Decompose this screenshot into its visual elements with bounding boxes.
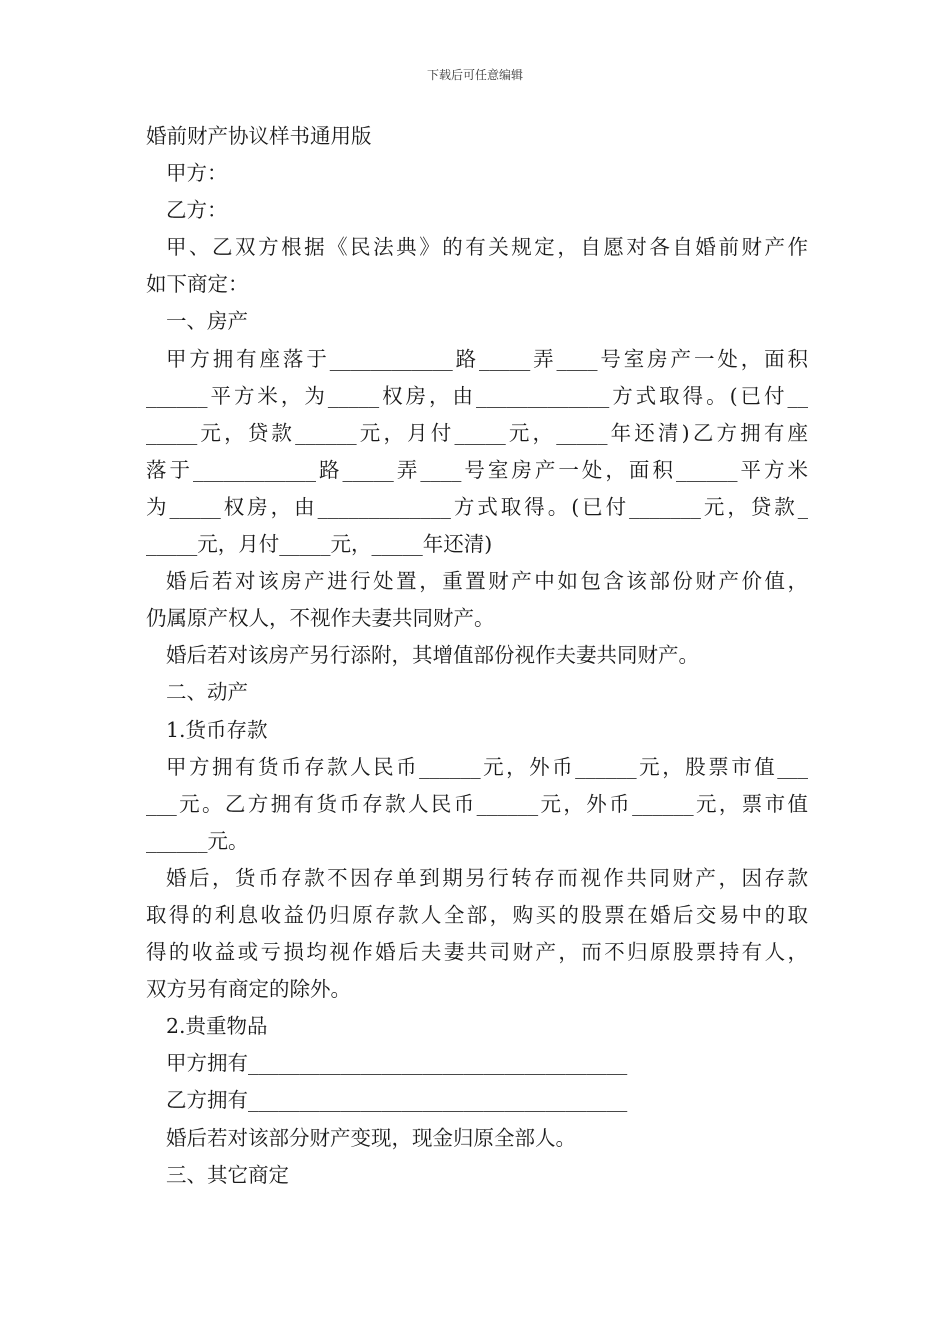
text-line: 婚后若对该房产进行处置，重置财产中如包含该部份财产价值， [166, 569, 808, 594]
text-line: 得的收益或亏损均视作婚后夫妻共司财产，而不归原股票持有人， [146, 940, 808, 965]
text-line: 1.货币存款 [166, 717, 268, 742]
text-line: 一、房产 [166, 309, 248, 334]
text-line: ___元。乙方拥有货币存款人民币______元，外币______元，票市值 [146, 791, 808, 816]
text-line: _____元，月付_____元，_____年还清) [146, 532, 493, 557]
text-line: 二、动产 [166, 680, 248, 705]
text-line: 甲、乙双方根据《民法典》的有关规定，自愿对各自婚前财产作 [166, 235, 808, 260]
text-line: 三、其它商定 [166, 1162, 289, 1187]
text-line: ______元。 [146, 828, 249, 853]
text-line: 双方另有商定的除外。 [146, 977, 351, 1002]
text-line: 婚后，货币存款不因存单到期另行转存而视作共同财产，因存款 [166, 865, 808, 890]
text-line: 婚后若对该房产另行添附，其增值部份视作夫妻共同财产。 [166, 643, 699, 668]
text-line: 落于____________路_____弄____号室房产一处，面积______平方米 [146, 457, 808, 482]
text-line: 为_____权房，由_____________方式取得。(已付_______元，贷款_ [146, 494, 808, 519]
page-header-note: 下载后可任意编辑 [426, 68, 523, 82]
text-line: ______平方米，为_____权房，由_____________方式取得。(已付__ [146, 383, 808, 408]
text-line: 2.贵重物品 [166, 1014, 268, 1039]
text-line: 甲方拥有货币存款人民币______元，外币______元，股票市值___ [166, 754, 808, 779]
document-body [146, 118, 808, 1194]
text-line: _____元，贷款______元，月付_____元，_____年还清)乙方拥有座 [146, 420, 808, 445]
text-line: 甲方拥有座落于____________路_____弄____号室房产一处，面积 [166, 346, 808, 371]
text-line: 取得的利息收益仍归原存款人全部，购买的股票在婚后交易中的取 [146, 902, 808, 927]
text-line: 乙方： [166, 198, 228, 223]
document-title: 婚前财产协议样书通用版 [146, 124, 372, 148]
text-line: 甲方： [166, 161, 228, 186]
document-lines [146, 155, 808, 1194]
text-line: 仍属原产权人，不视作夫妻共同财产。 [146, 606, 495, 631]
text-line: 甲方拥有_____________________________________ [166, 1051, 628, 1076]
text-line: 如下商定： [146, 272, 249, 297]
text-line: 乙方拥有_____________________________________ [166, 1088, 628, 1113]
text-line: 婚后若对该部分财产变现，现金归原全部人。 [166, 1125, 576, 1150]
